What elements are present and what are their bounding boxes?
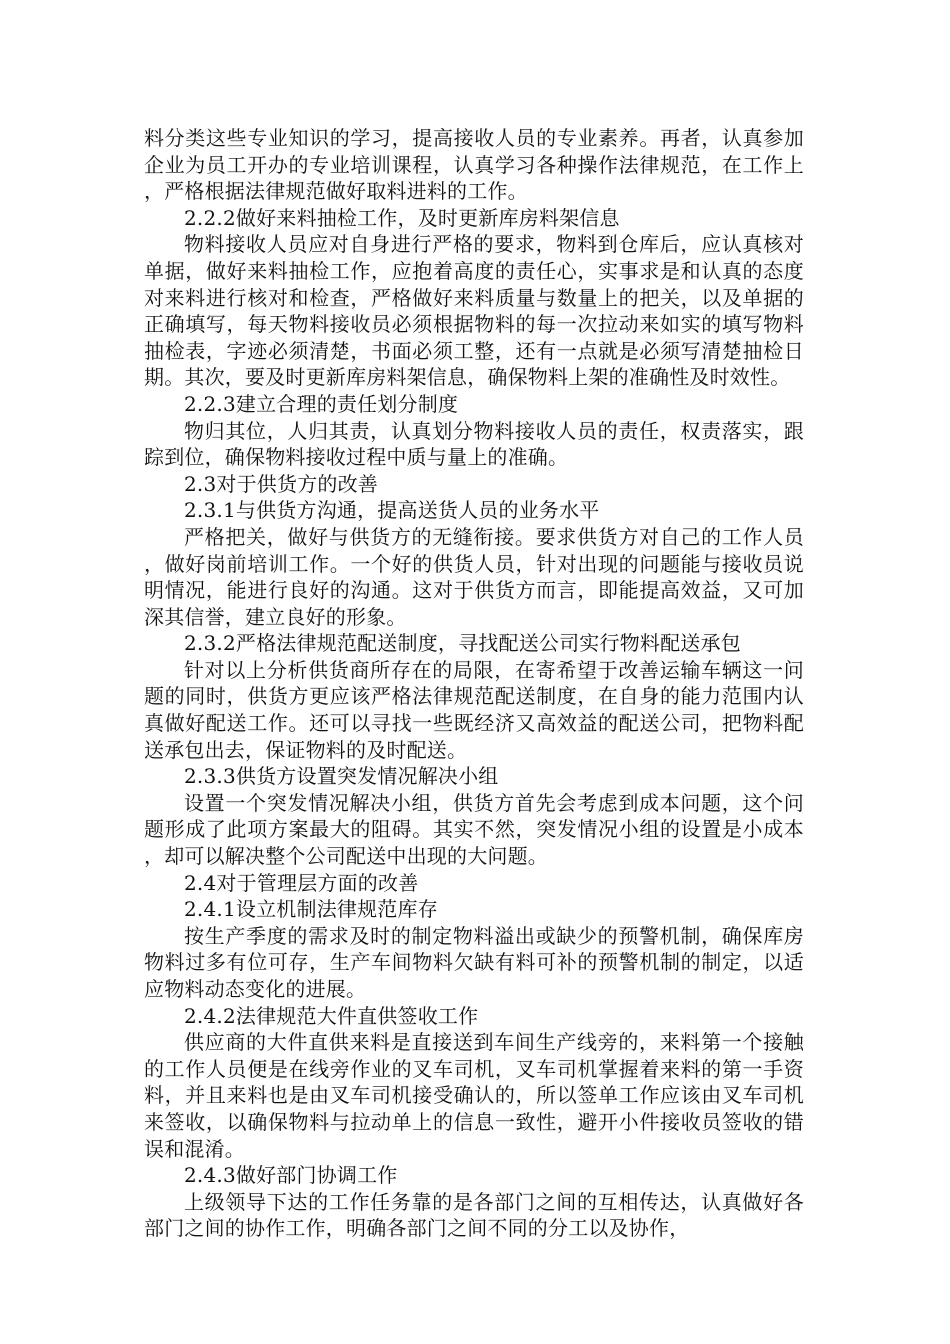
section-heading: 2.4.1设立机制法律规范库存 (184, 897, 438, 922)
section-heading: 2.4.2法律规范大件直供签收工作 (184, 1003, 479, 1028)
paragraph: 针对以上分析供货商所存在的局限，在寄希望于改善运输车辆这一问题的同时，供货方更应该严格法律规范配送制度，在自身的能力范围内认真做好配送工作。还可以寻找一些既经济又高效益的配送公司，把物料配送承包出去，保证物料的及时配送。 (144, 657, 804, 762)
paragraph: 料分类这些专业知识的学习，提高接收人员的专业素养。再者，认真参加企业为员工开办的专业培训课程，认真学习各种操作法律规范，在工作上，严格根据法律规范做好取料进料的工作。 (144, 126, 804, 204)
paragraph: 按生产季度的需求及时的制定物料溢出或缺少的预警机制，确保库房物料过多有位可存，生产车间物料欠缺有料可补的预警机制的制定，以适应物料动态变化的进展。 (144, 923, 804, 1001)
section-heading: 2.3.2严格法律规范配送制度，寻找配送公司实行物料配送承包 (184, 631, 741, 656)
section-heading: 2.3.1与供货方沟通，提高送货人员的业务水平 (184, 498, 600, 523)
paragraph: 上级领导下达的工作任务靠的是各部门之间的互相传达，认真做好各部门之间的协作工作，明确各部门之间不同的分工以及协作， (144, 1189, 804, 1241)
section-heading: 2.3对于供货方的改善 (184, 471, 379, 496)
paragraph: 严格把关，做好与供货方的无缝衔接。要求供货方对自己的工作人员，做好岗前培训工作。一个好的供货人员，针对出现的问题能与接收员说明情况，能进行良好的沟通。这对于供货方而言，即能提高效益，又可加深其信誉，建立良好的形象。 (144, 524, 804, 629)
section-heading: 2.2.2做好来料抽检工作，及时更新库房料架信息 (184, 205, 620, 230)
section-heading: 2.4.3做好部门协调工作 (184, 1163, 398, 1188)
document-body (144, 125, 804, 1242)
paragraph: 供应商的大件直供来料是直接送到车间生产线旁的，来料第一个接触的工作人员便是在线旁作业的叉车司机，叉车司机掌握着来料的第一手资料，并且来料也是由叉车司机接受确认的，所以签单工作应该由叉车司机来签收，以确保物料与拉动单上的信息一致性，避开小件接收员签收的错误和混淆。 (144, 1030, 804, 1161)
section-heading: 2.3.3供货方设置突发情况解决小组 (184, 764, 499, 789)
paragraph: 设置一个突发情况解决小组，供货方首先会考虑到成本问题，这个问题形成了此项方案最大的阻碍。其实不然，突发情况小组的设置是小成本，却可以解决整个公司配送中出现的大问题。 (144, 790, 804, 869)
paragraph: 物归其位，人归其责，认真划分物料接收人员的责任，权责落实，跟踪到位，确保物料接收过程中质与量上的准确。 (144, 418, 804, 470)
section-heading: 2.2.3建立合理的责任划分制度 (184, 391, 459, 416)
section-heading: 2.4对于管理层方面的改善 (184, 870, 419, 895)
paragraph: 物料接收人员应对自身进行严格的要求，物料到仓库后，应认真核对单据，做好来料抽检工作，应抱着高度的责任心，实事求是和认真的态度对来料进行核对和检查，严格做好来料质量与数量上的把关，以及单据的正确填写，每天物料接收员必须根据物料的每一次拉动来如实的填写物料抽检表，字迹必须清楚，书面必须工整，还有一点就是必须写清楚抽检日期。其次，要及时更新库房料架信息，确保物料上架的准确性及时效性。 (144, 232, 804, 390)
